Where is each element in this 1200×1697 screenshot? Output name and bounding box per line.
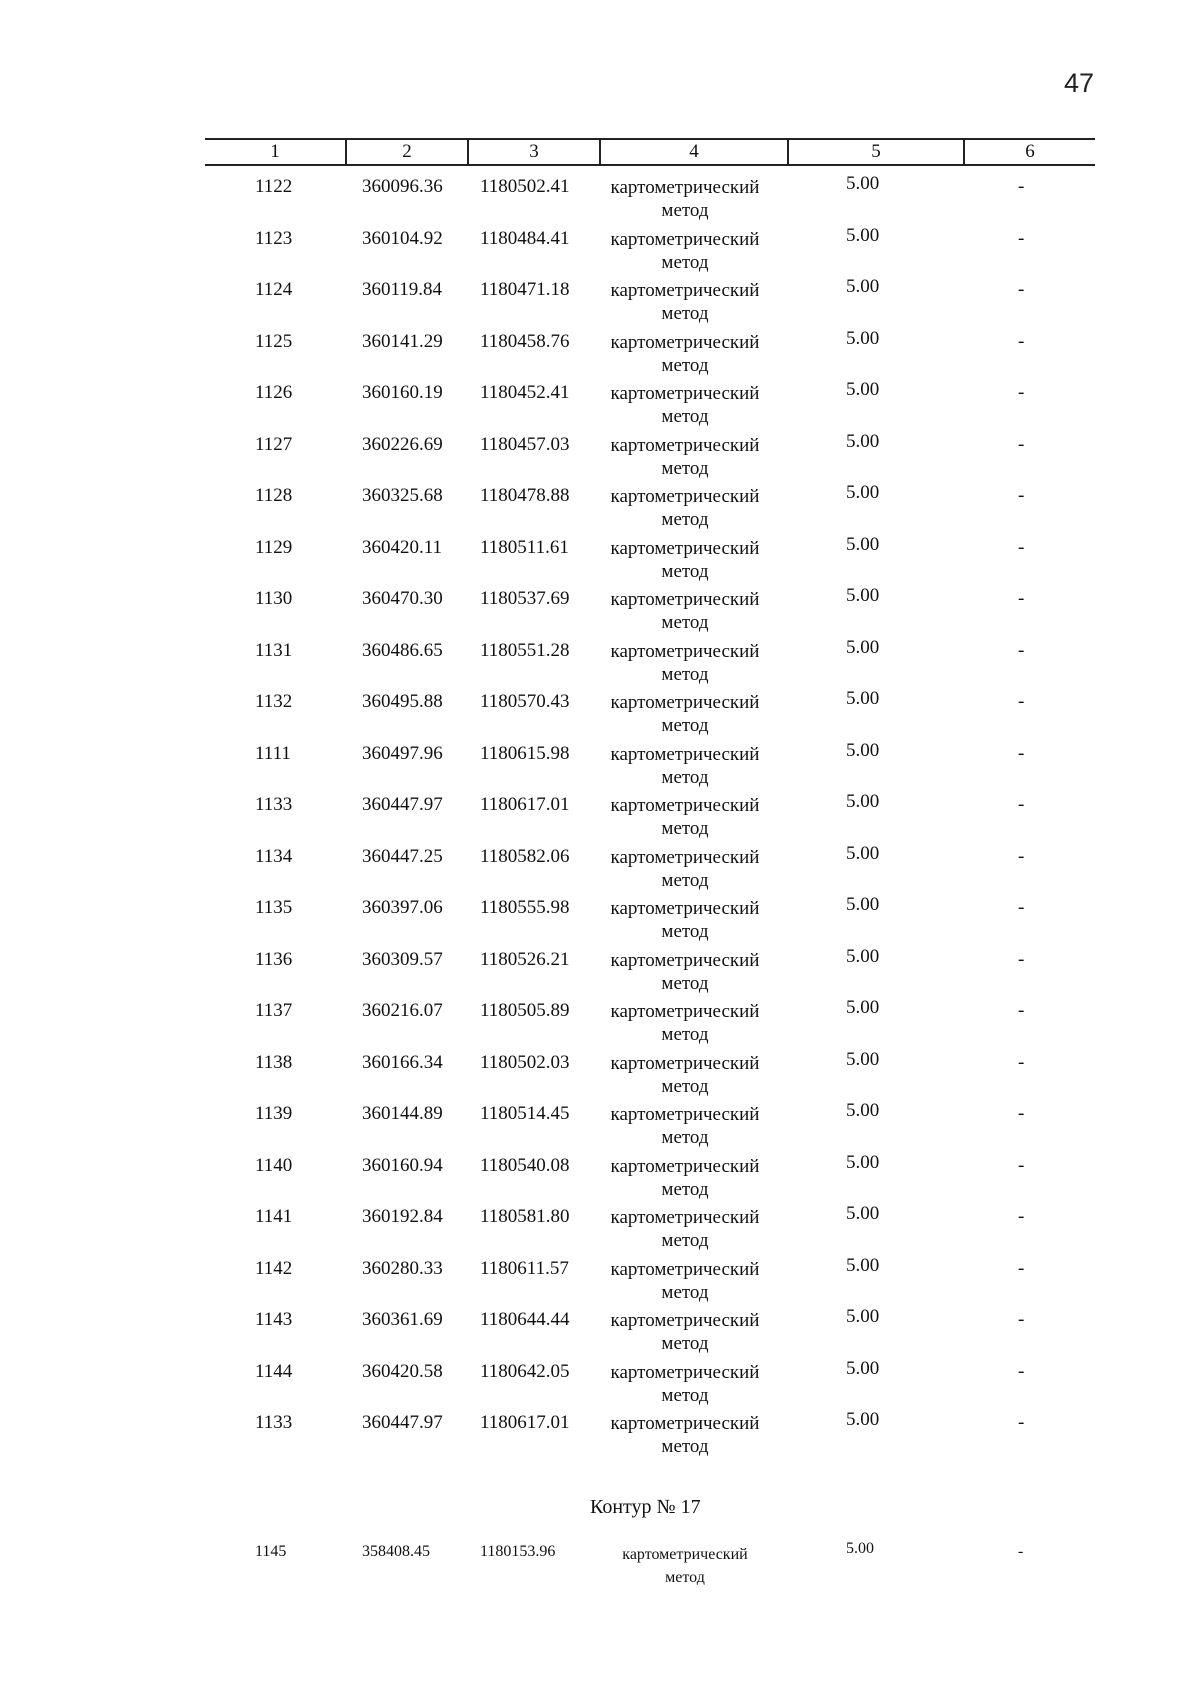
coordinate-x: 360497.96: [362, 742, 443, 764]
method-cell: [605, 1000, 765, 1046]
point-number: 1127: [255, 433, 293, 455]
coordinate-x: 360486.65: [362, 639, 443, 661]
coordinate-y: 1180471.18: [480, 279, 570, 300]
method-line-2: метод: [661, 1024, 709, 1045]
point-number: 1137: [255, 1000, 293, 1021]
page-number: 47: [1064, 68, 1095, 98]
accuracy-value: 5.00: [846, 842, 880, 864]
accuracy-value: 5.00: [846, 739, 880, 761]
method-cell: [605, 897, 765, 943]
note-value: -: [1018, 227, 1025, 249]
column-header-5: 5: [871, 141, 881, 162]
method-cell: [605, 1258, 765, 1304]
coordinate-x: 360141.29: [362, 330, 443, 352]
note-value: -: [1018, 1206, 1025, 1227]
table-row: [0, 1046, 1200, 1098]
coordinate-x: 360226.69: [362, 433, 443, 455]
table-row: [0, 428, 1200, 480]
note-value: -: [1018, 1309, 1025, 1330]
method-line-2: метод: [661, 818, 709, 839]
table-header: [205, 138, 1095, 166]
table-row: [0, 479, 1200, 531]
note-value: -: [1018, 742, 1025, 764]
method-line-2: метод: [661, 715, 709, 736]
method-line-1: картометрический: [610, 692, 760, 713]
method-line-2: метод: [661, 560, 709, 582]
coordinate-y: 1180514.45: [480, 1103, 570, 1124]
method-line-2: метод: [661, 972, 709, 994]
method-cell: [605, 794, 765, 840]
method-line-2: метод: [661, 663, 709, 685]
note-value: -: [1018, 1103, 1025, 1124]
method-cell: [605, 640, 765, 686]
note-value: -: [1018, 279, 1025, 300]
method-line-1: картометрический: [610, 1310, 760, 1331]
table-row: [0, 170, 1200, 222]
method-cell: [605, 1309, 765, 1355]
point-number: 1123: [255, 227, 293, 249]
note-value: -: [1018, 1154, 1025, 1176]
accuracy-value: 5.00: [846, 688, 880, 709]
method-line-2: метод: [661, 457, 709, 479]
coordinate-y: 1180478.88: [480, 485, 570, 506]
method-line-2: метод: [661, 1281, 709, 1303]
method-cell: [605, 279, 765, 325]
coordinate-x: 360309.57: [362, 948, 443, 970]
method-cell: [605, 1052, 765, 1098]
point-number: 1145: [255, 1543, 287, 1560]
accuracy-value: 5.00: [846, 1540, 874, 1557]
accuracy-value: 5.00: [846, 1306, 880, 1327]
column-header-3: 3: [529, 141, 539, 162]
method-line-2: метод: [661, 200, 709, 221]
method-cell: [605, 331, 765, 377]
method-cell: [605, 434, 765, 480]
method-line-1: картометрический: [610, 1413, 760, 1434]
method-line-2: метод: [661, 766, 709, 788]
table-row: [0, 273, 1200, 325]
coordinate-x: 360119.84: [362, 279, 443, 300]
table-row: [0, 891, 1200, 943]
note-value: -: [1018, 176, 1025, 197]
method-line-2: метод: [661, 612, 709, 633]
method-line-1: картометрический: [610, 589, 760, 610]
point-number: 1133: [255, 1412, 293, 1433]
table-row: [0, 840, 1200, 892]
point-number: 1126: [255, 382, 293, 403]
method-line-1: картометрический: [610, 1052, 760, 1074]
method-line-1: картометрический: [622, 1546, 748, 1563]
coordinate-x: 360160.94: [362, 1154, 443, 1176]
coordinate-y: 1180617.01: [480, 1412, 570, 1433]
point-number: 1134: [255, 845, 293, 867]
method-line-1: картометрический: [610, 228, 760, 250]
coordinate-y: 1180570.43: [480, 691, 570, 712]
note-value: -: [1018, 536, 1025, 558]
method-line-2: метод: [661, 1436, 709, 1457]
accuracy-value: 5.00: [846, 636, 880, 658]
coordinate-y: 1180526.21: [480, 948, 570, 970]
point-number: 1128: [255, 485, 293, 506]
method-cell: [605, 1103, 765, 1149]
note-value: -: [1018, 1257, 1025, 1279]
method-line-1: картометрический: [610, 898, 760, 919]
accuracy-value: 5.00: [846, 791, 880, 812]
table-row: [0, 222, 1200, 274]
table-row: [0, 788, 1200, 840]
point-number: 1135: [255, 897, 293, 918]
accuracy-value: 5.00: [846, 533, 880, 555]
accuracy-value: 5.00: [846, 1409, 880, 1430]
coordinate-y: 1180555.98: [480, 897, 570, 918]
note-value: -: [1018, 1051, 1025, 1073]
note-value: -: [1018, 1000, 1025, 1021]
method-line-2: метод: [661, 1230, 709, 1251]
note-value: -: [1018, 433, 1025, 455]
method-cell: [605, 176, 765, 222]
coordinate-y: 1180484.41: [480, 227, 570, 249]
coordinate-y: 1180457.03: [480, 433, 570, 455]
table-row: [0, 994, 1200, 1046]
coordinate-x: 360495.88: [362, 691, 443, 712]
note-value: -: [1018, 948, 1025, 970]
method-line-2: метод: [661, 1333, 709, 1354]
table-row: [0, 1355, 1200, 1407]
method-cell: [605, 1543, 765, 1589]
method-cell: [605, 949, 765, 995]
method-line-1: картометрический: [610, 846, 760, 868]
accuracy-value: 5.00: [846, 1254, 880, 1276]
method-cell: [605, 382, 765, 428]
method-line-1: картометрический: [610, 383, 760, 404]
point-number: 1111: [255, 742, 291, 764]
column-header-4: 4: [689, 141, 699, 162]
method-line-1: картометрический: [610, 743, 760, 765]
coordinate-y: 1180582.06: [480, 845, 570, 867]
table-row: [0, 685, 1200, 737]
method-line-1: картометрический: [610, 486, 760, 507]
method-cell: [605, 743, 765, 789]
method-line-1: картометрический: [610, 177, 760, 198]
accuracy-value: 5.00: [846, 379, 880, 400]
accuracy-value: 5.00: [846, 173, 880, 194]
coordinate-x: 360325.68: [362, 485, 443, 506]
point-number: 1122: [255, 176, 293, 197]
note-value: -: [1018, 588, 1025, 609]
method-line-1: картометрический: [610, 331, 760, 353]
method-line-1: картометрический: [610, 1361, 760, 1383]
method-line-2: метод: [661, 354, 709, 376]
table-row: [0, 1149, 1200, 1201]
method-cell: [605, 691, 765, 737]
contour-heading: Контур № 17: [590, 1496, 701, 1518]
coordinate-y: 1180615.98: [480, 742, 570, 764]
method-line-1: картометрический: [610, 1155, 760, 1177]
method-cell: [605, 1206, 765, 1252]
coordinate-y: 1180452.41: [480, 382, 570, 403]
coordinate-y: 1180502.41: [480, 176, 570, 197]
coordinate-x: 358408.45: [362, 1543, 430, 1560]
table-row: [0, 634, 1200, 686]
table-row: [0, 1303, 1200, 1355]
coordinate-y: 1180617.01: [480, 794, 570, 815]
accuracy-value: 5.00: [846, 482, 880, 503]
point-number: 1144: [255, 1360, 293, 1382]
table-row: [0, 325, 1200, 377]
table-row: [0, 376, 1200, 428]
point-number: 1132: [255, 691, 293, 712]
note-value: -: [1018, 1412, 1025, 1433]
coordinate-x: 360166.34: [362, 1051, 443, 1073]
table-row: [0, 582, 1200, 634]
coordinate-y: 1180581.80: [480, 1206, 570, 1227]
note-value: -: [1018, 1360, 1025, 1382]
method-line-1: картометрический: [610, 1258, 760, 1280]
coordinate-x: 360361.69: [362, 1309, 443, 1330]
coordinate-x: 360420.11: [362, 536, 443, 558]
method-line-1: картометрический: [610, 1001, 760, 1022]
accuracy-value: 5.00: [846, 430, 880, 452]
accuracy-value: 5.00: [846, 1048, 880, 1070]
accuracy-value: 5.00: [846, 997, 880, 1018]
coordinates-table-body: [0, 170, 1200, 1458]
point-number: 1124: [255, 279, 293, 300]
accuracy-value: 5.00: [846, 945, 880, 967]
coordinate-x: 360144.89: [362, 1103, 443, 1124]
method-cell: [605, 228, 765, 274]
table-row: [0, 1406, 1200, 1458]
note-value: -: [1018, 382, 1025, 403]
table-row: [0, 1537, 1200, 1589]
point-number: 1138: [255, 1051, 293, 1073]
table-row: [0, 1200, 1200, 1252]
coordinate-x: 360397.06: [362, 897, 443, 918]
method-line-1: картометрический: [610, 537, 760, 559]
accuracy-value: 5.00: [846, 224, 880, 246]
accuracy-value: 5.00: [846, 1357, 880, 1379]
coordinate-y: 1180540.08: [480, 1154, 570, 1176]
accuracy-value: 5.00: [846, 894, 880, 915]
method-line-1: картометрический: [610, 1104, 760, 1125]
method-cell: [605, 846, 765, 892]
method-cell: [605, 485, 765, 531]
point-number: 1131: [255, 639, 293, 661]
method-cell: [605, 1412, 765, 1458]
coordinate-y: 1180644.44: [480, 1309, 570, 1330]
coordinate-x: 360216.07: [362, 1000, 443, 1021]
point-number: 1125: [255, 330, 293, 352]
point-number: 1141: [255, 1206, 293, 1227]
coordinate-y: 1180537.69: [480, 588, 570, 609]
method-cell: [605, 1155, 765, 1201]
method-line-2: метод: [661, 1178, 709, 1200]
point-number: 1140: [255, 1154, 293, 1176]
method-line-2: метод: [661, 869, 709, 891]
coordinate-x: 360096.36: [362, 176, 443, 197]
coordinate-x: 360420.58: [362, 1360, 443, 1382]
method-line-1: картометрический: [610, 280, 760, 301]
coordinate-y: 1180502.03: [480, 1051, 570, 1073]
note-value: -: [1018, 330, 1025, 352]
accuracy-value: 5.00: [846, 327, 880, 349]
column-header-2: 2: [402, 141, 412, 162]
note-value: -: [1018, 639, 1025, 661]
coordinate-y: 1180551.28: [480, 639, 570, 661]
method-line-1: картометрический: [610, 949, 760, 971]
note-value: -: [1018, 691, 1025, 712]
coordinate-y: 1180511.61: [480, 536, 569, 558]
point-number: 1142: [255, 1257, 293, 1279]
table-row: [0, 943, 1200, 995]
point-number: 1136: [255, 948, 293, 970]
table-row: [0, 1252, 1200, 1304]
method-line-2: метод: [661, 406, 709, 427]
point-number: 1139: [255, 1103, 293, 1124]
coordinate-x: 360470.30: [362, 588, 443, 609]
note-value: -: [1018, 794, 1025, 815]
method-line-1: картометрический: [610, 434, 760, 456]
method-line-2: метод: [665, 1569, 705, 1586]
point-number: 1143: [255, 1309, 293, 1330]
method-line-2: метод: [661, 251, 709, 273]
method-line-1: картометрический: [610, 1207, 760, 1228]
method-line-2: метод: [661, 1075, 709, 1097]
method-line-2: метод: [661, 303, 709, 324]
method-line-2: метод: [661, 509, 709, 530]
method-line-2: метод: [661, 921, 709, 942]
point-number: 1133: [255, 794, 293, 815]
coordinate-x: 360447.97: [362, 1412, 443, 1433]
method-line-2: метод: [661, 1384, 709, 1406]
coordinate-x: 360104.92: [362, 227, 443, 249]
method-line-2: метод: [661, 1127, 709, 1148]
coordinate-y: 1180642.05: [480, 1360, 570, 1382]
method-cell: [605, 537, 765, 583]
note-value: -: [1018, 1543, 1024, 1560]
table-row: [0, 1097, 1200, 1149]
coordinate-x: 360160.19: [362, 382, 443, 403]
coordinate-y: 1180458.76: [480, 330, 570, 352]
note-value: -: [1018, 897, 1025, 918]
column-header-6: 6: [1025, 141, 1035, 162]
method-cell: [605, 1361, 765, 1407]
accuracy-value: 5.00: [846, 1203, 880, 1224]
method-line-1: картометрический: [610, 640, 760, 662]
column-header-1: 1: [270, 141, 280, 162]
note-value: -: [1018, 485, 1025, 506]
coordinate-y: 1180505.89: [480, 1000, 570, 1021]
method-line-1: картометрический: [610, 795, 760, 816]
table-row: [0, 531, 1200, 583]
table-row: [0, 737, 1200, 789]
point-number: 1129: [255, 536, 293, 558]
coordinate-x: 360447.25: [362, 845, 443, 867]
accuracy-value: 5.00: [846, 1100, 880, 1121]
method-cell: [605, 588, 765, 634]
accuracy-value: 5.00: [846, 276, 880, 297]
coordinate-x: 360280.33: [362, 1257, 443, 1279]
accuracy-value: 5.00: [846, 1151, 880, 1173]
coordinate-x: 360447.97: [362, 794, 443, 815]
accuracy-value: 5.00: [846, 585, 880, 606]
note-value: -: [1018, 845, 1025, 867]
coordinate-x: 360192.84: [362, 1206, 443, 1227]
coordinate-y: 1180611.57: [480, 1257, 569, 1279]
coordinate-y: 1180153.96: [480, 1543, 556, 1560]
point-number: 1130: [255, 588, 293, 609]
